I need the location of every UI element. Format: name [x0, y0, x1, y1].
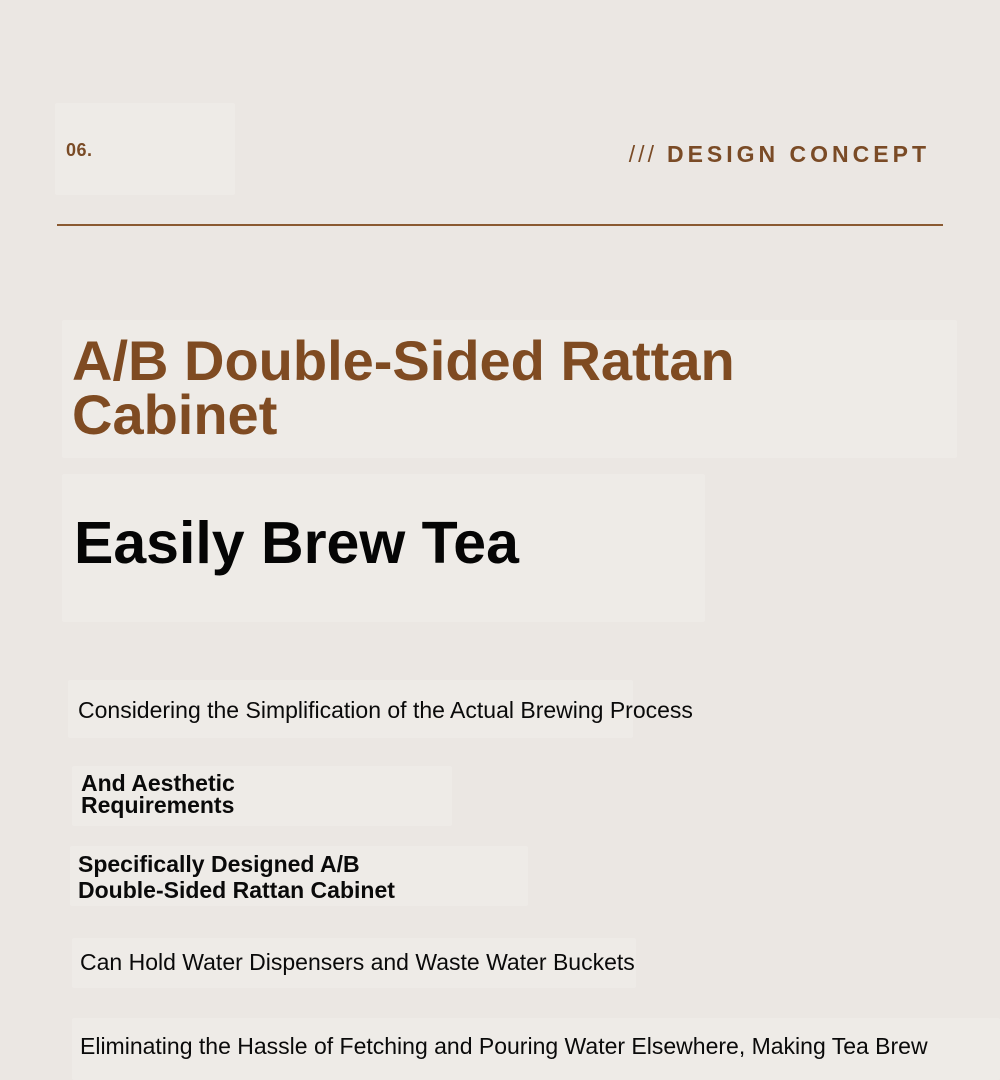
product-title: A/B Double-Sided Rattan Cabinet	[72, 329, 735, 446]
description-line-4: Can Hold Water Dispensers and Waste Water Buckets	[80, 949, 635, 975]
section-label	[629, 141, 930, 168]
page-number: 06.	[66, 140, 93, 160]
section-label-title: DESIGN CONCEPT	[666, 141, 930, 167]
description-line-2: And Aesthetic Requirements	[81, 770, 235, 818]
description-line-5: Eliminating the Hassle of Fetching and Pouring Water Elsewhere, Making Tea Brew	[80, 1033, 928, 1059]
description-line-1: Considering the Simplification of the Actual Brewing Process	[78, 697, 693, 723]
main-heading: Easily Brew Tea	[74, 510, 519, 576]
header-divider	[57, 224, 943, 226]
section-label-prefix: ///	[628, 141, 657, 167]
description-line-3: Specifically Designed A/B Double-Sided Rattan Cabinet	[78, 851, 395, 903]
